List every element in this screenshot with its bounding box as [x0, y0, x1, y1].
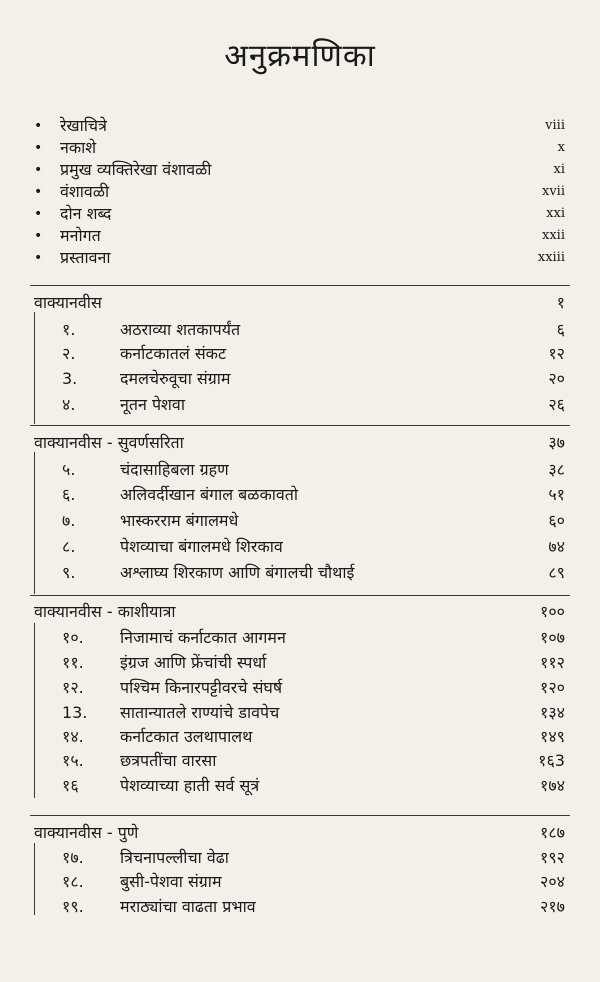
chapter-title: त्रिचनापल्लीचा वेढा [120, 848, 229, 867]
section-divider [30, 425, 570, 426]
chapter-title: निजामाचं कर्नाटकात आगमन [120, 628, 286, 647]
section-title: वाक्यानवीस - काशीयात्रा [34, 602, 176, 621]
chapter-page: २६ [548, 395, 565, 414]
chapter-number: ७. [62, 511, 76, 530]
prelim-page: xi [553, 162, 565, 177]
chapter-page: १७४ [540, 776, 565, 795]
prelim-page: xxi [546, 206, 565, 221]
chapter-row [0, 394, 600, 416]
chapter-title: अठराव्या शतकापर्यंत [120, 320, 241, 339]
chapter-page: ५१ [548, 485, 565, 504]
chapter-title: चंदासाहिबला ग्रहण [120, 460, 229, 479]
chapter-page: २०४ [540, 872, 565, 891]
prelim-label: वंशावळी [60, 182, 110, 201]
chapter-number: ४. [62, 395, 76, 414]
chapter-row [0, 750, 600, 772]
chapter-number: १. [62, 320, 76, 339]
section-divider [30, 815, 570, 816]
chapter-title: कर्नाटकातलं संकट [120, 344, 227, 363]
chapter-page: १४९ [540, 727, 565, 746]
chapter-row [0, 896, 600, 918]
chapter-number: ९. [62, 563, 76, 582]
chapter-number: १७. [62, 848, 84, 867]
chapter-title: नूतन पेशवा [120, 395, 185, 414]
prelim-label: रेखाचित्रे [60, 116, 107, 135]
chapter-number: १६ [62, 776, 79, 795]
bullet-icon: • [34, 140, 43, 156]
chapter-page: १२० [540, 678, 565, 697]
chapter-page: ७४ [548, 537, 565, 556]
chapter-number: ८. [62, 537, 76, 556]
chapter-row [0, 536, 600, 558]
section-divider [30, 595, 570, 596]
chapter-number: १४. [62, 727, 84, 746]
chapter-number: 13. [62, 703, 88, 722]
chapter-number: १५. [62, 751, 84, 770]
prelim-label: दोन शब्द [60, 204, 112, 223]
chapter-number: 3. [62, 369, 78, 388]
section-title: वाक्यानवीस - पुणे [34, 823, 139, 842]
bullet-icon: • [34, 162, 43, 178]
prelim-item [0, 137, 600, 159]
chapter-page: ६० [548, 511, 565, 530]
chapter-number: ११. [62, 653, 84, 672]
prelim-item [0, 247, 600, 269]
chapter-title: दमलचेरुवूचा संग्राम [120, 369, 231, 388]
chapter-row [0, 368, 600, 390]
prelim-item [0, 181, 600, 203]
chapter-title: बुसी-पेशवा संग्राम [120, 872, 222, 891]
section-title: वाक्यानवीस - सुवर्णसरिता [34, 433, 184, 452]
bullet-icon: • [34, 250, 43, 266]
prelim-page: xxiii [537, 250, 565, 265]
chapter-number: ६. [62, 485, 76, 504]
prelim-item [0, 225, 600, 247]
chapter-row [0, 484, 600, 506]
prelim-label: मनोगत [60, 226, 101, 245]
section-page: १८७ [540, 823, 565, 842]
prelim-page: viii [545, 118, 565, 133]
section-heading [0, 601, 600, 623]
section-divider [30, 285, 570, 286]
prelim-item [0, 159, 600, 181]
chapter-number: २. [62, 344, 76, 363]
page-title: अनुक्रमणिका [224, 38, 376, 74]
section-heading [0, 432, 600, 454]
chapter-row [0, 319, 600, 341]
prelim-label: नकाशे [60, 138, 97, 157]
chapter-title: अश्लाघ्य शिरकाण आणि बंगालची चौथाई [120, 563, 355, 582]
chapter-row [0, 702, 600, 724]
chapter-title: पश्चिम किनारपट्टीवरचे संघर्ष [120, 678, 283, 697]
chapter-number: ५. [62, 460, 76, 479]
section-page: ३७ [548, 433, 565, 452]
prelim-page: xvii [542, 184, 565, 199]
chapter-page: १०७ [540, 628, 565, 647]
chapter-title: छत्रपतींचा वारसा [120, 751, 217, 770]
chapter-page: ११२ [540, 653, 565, 672]
chapter-page: ६ [556, 320, 565, 339]
chapter-row [0, 562, 600, 584]
chapter-row [0, 775, 600, 797]
chapter-row [0, 677, 600, 699]
chapter-title: सातान्यातले राण्यांचे डावपेच [120, 703, 280, 722]
chapter-row [0, 726, 600, 748]
chapter-page: १३४ [540, 703, 565, 722]
chapter-number: १८. [62, 872, 84, 891]
bullet-icon: • [34, 228, 43, 244]
chapter-row [0, 343, 600, 365]
chapter-page: १६3 [538, 751, 565, 770]
chapter-number: १२. [62, 678, 84, 697]
chapter-number: १०. [62, 628, 84, 647]
section-page: १ [556, 293, 565, 312]
prelim-page: x [557, 140, 565, 155]
chapter-row [0, 847, 600, 869]
section-page: १०० [540, 602, 565, 621]
chapter-title: कर्नाटकात उलथापालथ [120, 727, 253, 746]
prelim-label: प्रमुख व्यक्तिरेखा वंशावळी [60, 160, 212, 179]
bullet-icon: • [34, 206, 43, 222]
chapter-row [0, 627, 600, 649]
chapter-title: इंग्रज आणि फ्रेंचांची स्पर्धा [120, 653, 267, 672]
chapter-page: २० [548, 369, 565, 388]
chapter-number: १९. [62, 897, 84, 916]
chapter-page: ८९ [548, 563, 565, 582]
prelim-page: xxii [542, 228, 565, 243]
chapter-page: १२ [548, 344, 565, 363]
chapter-row [0, 871, 600, 893]
chapter-row [0, 652, 600, 674]
bullet-icon: • [34, 184, 43, 200]
prelim-label: प्रस्तावना [60, 248, 111, 267]
chapter-title: मराठ्यांचा वाढता प्रभाव [120, 897, 256, 916]
prelim-item [0, 203, 600, 225]
chapter-title: अलिवर्दीखान बंगाल बळकावतो [120, 485, 299, 504]
chapter-title: भास्करराम बंगालमधे [120, 511, 239, 530]
chapter-title: पेशव्याचा बंगालमधे शिरकाव [120, 537, 283, 556]
section-heading [0, 822, 600, 844]
chapter-row [0, 510, 600, 532]
prelim-item [0, 115, 600, 137]
section-heading [0, 292, 600, 314]
chapter-title: पेशव्याच्या हाती सर्व सूत्रं [120, 776, 260, 795]
bullet-icon: • [34, 118, 43, 134]
chapter-row [0, 459, 600, 481]
chapter-page: २१७ [540, 897, 565, 916]
chapter-page: ३८ [548, 460, 565, 479]
section-title: वाक्यानवीस [34, 293, 102, 312]
chapter-page: १९२ [540, 848, 565, 867]
